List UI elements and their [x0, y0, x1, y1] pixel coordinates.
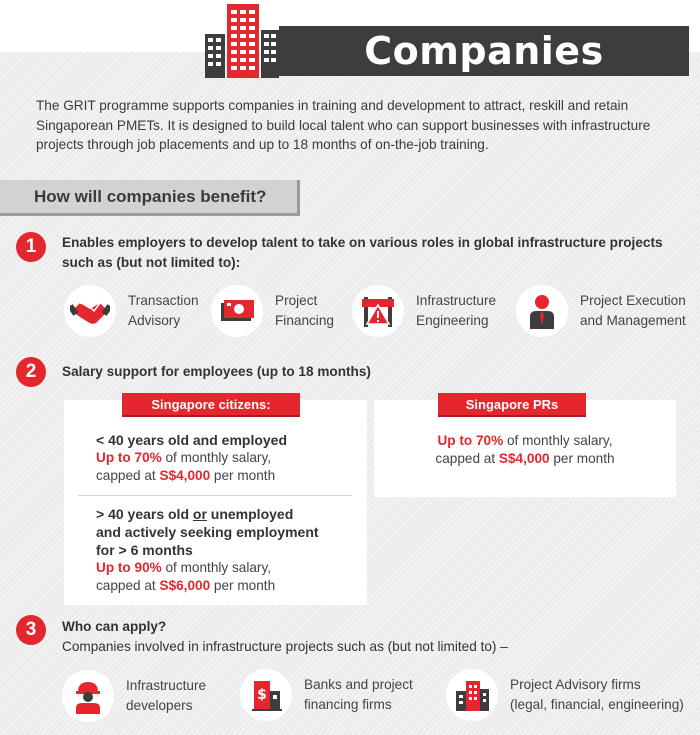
group1-cap: capped at S$4,000 per month: [96, 468, 276, 483]
group1-percentage: Up to 70% of monthly salary,: [96, 450, 272, 465]
intro-paragraph: The GRIT programme supports companies in training and development to attract, reskill and retain Singaporean PMETs. It is designed to build local talent who can support businesses with infrastructure projects through job placements and up to 18 months of on-the-job training.: [36, 98, 651, 152]
manager-icon: [516, 285, 568, 337]
svg-text:$: $: [257, 687, 267, 703]
role-item: [516, 285, 686, 337]
section1-number: 1: [16, 232, 46, 262]
applicant-item: [62, 670, 206, 722]
role-item: [211, 285, 334, 337]
citizens-group1: [96, 431, 361, 485]
section2-text: Salary support for employees (up to 18 months): [62, 364, 371, 379]
money-icon: [211, 285, 263, 337]
office-building-icon: [446, 669, 498, 721]
citizens-group2: [96, 505, 361, 595]
applicant-item: [446, 669, 684, 721]
handshake-icon: [64, 285, 116, 337]
role-label: Project Execution and Management: [580, 293, 686, 328]
applicant-label: Infrastructure developers: [126, 678, 207, 713]
group2-heading-line2: and actively seeking employment: [96, 524, 319, 540]
group2-heading-line1: > 40 years old or unemployed: [96, 506, 294, 522]
applicant-label: Project Advisory firms (legal, financial, engineering): [510, 677, 684, 712]
applicant-item: [240, 669, 413, 721]
group1-heading: < 40 years old and employed: [96, 432, 288, 448]
section3-subtext: Companies involved in infrastructure projects such as (but not limited to) –: [62, 639, 508, 654]
prs-cap: capped at S$4,000 per month: [435, 451, 615, 466]
citizens-tag: Singapore citizens:: [122, 393, 300, 417]
benefit-heading-text: How will companies benefit?: [34, 186, 267, 206]
section3-text: [62, 617, 682, 657]
buildings-icon: [203, 4, 283, 78]
benefit-heading: [0, 180, 300, 216]
applicant-label: Banks and project financing firms: [304, 677, 413, 712]
citizens-divider: [78, 495, 352, 496]
role-item: [64, 285, 199, 337]
group2-cap: capped at S$6,000 per month: [96, 578, 276, 593]
group2-percentage: Up to 90% of monthly salary,: [96, 560, 272, 575]
role-item: [352, 285, 496, 337]
role-label: Transaction Advisory: [128, 293, 199, 328]
section3-heading: Who can apply?: [62, 619, 167, 634]
prs-tag: Singapore PRs: [438, 393, 586, 417]
page-title: Companies: [279, 26, 689, 76]
prs-details: [374, 432, 676, 468]
section1-text: Enables employers to develop talent to take on various roles in global infrastructure projects such as (but not limited to):: [62, 235, 663, 270]
section3-number: 3: [16, 615, 46, 645]
group2-heading-line3: for > 6 months: [96, 542, 193, 558]
bank-icon: [240, 669, 292, 721]
section2-number: 2: [16, 357, 46, 387]
hardhat-worker-icon: [62, 670, 114, 722]
prs-percentage: Up to 70% of monthly salary,: [437, 433, 613, 448]
role-label: Project Financing: [275, 293, 334, 328]
role-label: Infrastructure Engineering: [416, 293, 497, 328]
construction-sign-icon: [352, 285, 404, 337]
